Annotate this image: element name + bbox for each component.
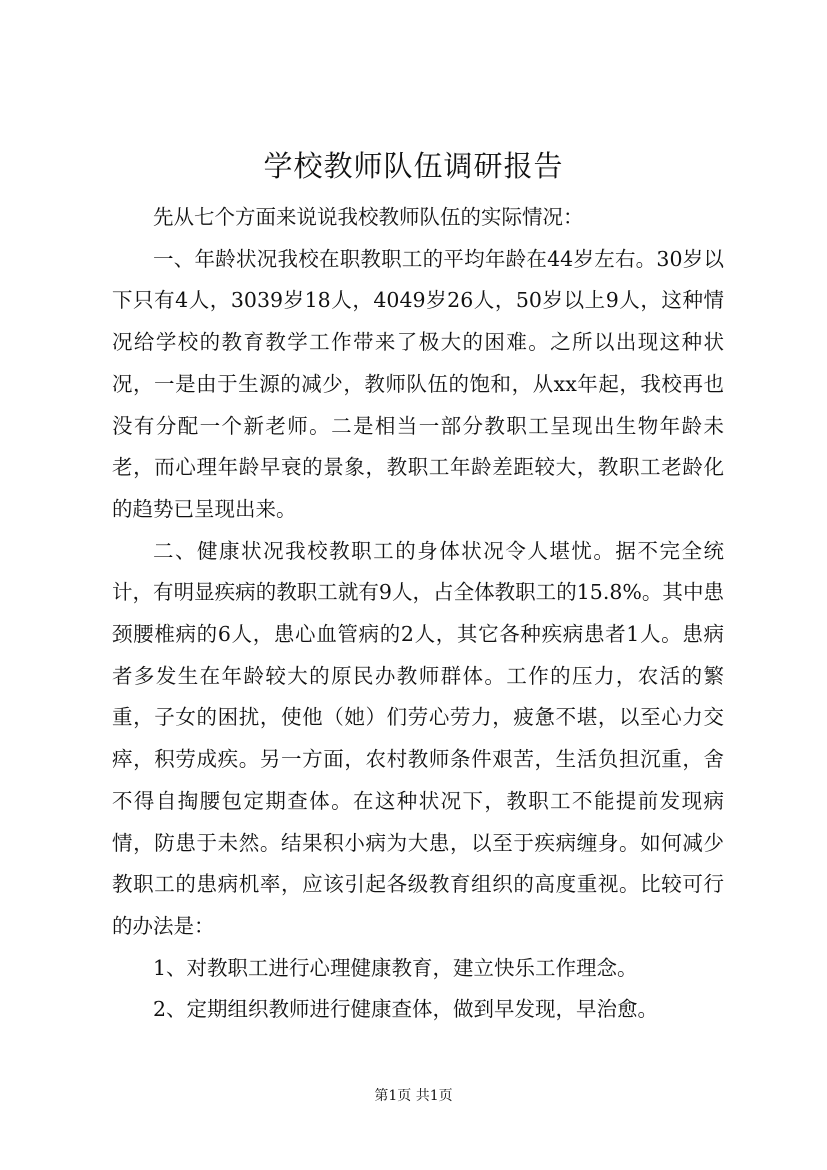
list-item-1: 1、对教职工进行心理健康教育，建立快乐工作理念。 [153,955,638,980]
document-body [112,197,724,1031]
document-title: 学校教师队伍调研报告 [263,149,564,183]
paragraph-intro: 先从七个方面来说说我校教师队伍的实际情况： [153,205,584,229]
list-item-2: 2、定期组织教师进行健康查体，做到早发现，早治愈。 [153,997,659,1022]
paragraph-health-status: 二、健康状况我校教职工的身体状况令人堪忧。据不完全统计，有明显疾病的教职工就有9人，占全体教职工的15.8%。其中患颈腰椎病的6人，患心血管病的2人，其它各种疾病患者1人。患病者多发生在年龄较大的原民办教师群体。工作的压力，农活的繁重，子女的困扰，使他（她）们劳心劳力，疲惫不堪，以至心力交瘁，积劳成疾。另一方面，农村教师条件艰苦，生活负担沉重，舍不得自掏腰包定期查体。在这种状况下，教职工不能提前发现病情，防患于未然。结果积小病为大患，以至于疾病缠身。如何减少教职工的患病机率，应该引起各级教育组织的高度重视。比较可行的办法是： [112,538,724,938]
page-footer: 第1页 共1页 [374,1088,453,1104]
paragraph-age-status: 一、年龄状况我校在职教职工的平均年龄在44岁左右。30岁以下只有4人，3039岁18人，4049岁26人，50岁以上9人，这种情况给学校的教育教学工作带来了极大的困难。之所以出现这种状况，一是由于生源的减少，教师队伍的饱和，从xx年起，我校再也没有分配一个新老师。二是相当一部分教职工呈现出生物年龄未老，而心理年龄早衰的景象，教职工年龄差距较大，教职工老龄化的趋势已呈现出来。 [112,246,724,521]
